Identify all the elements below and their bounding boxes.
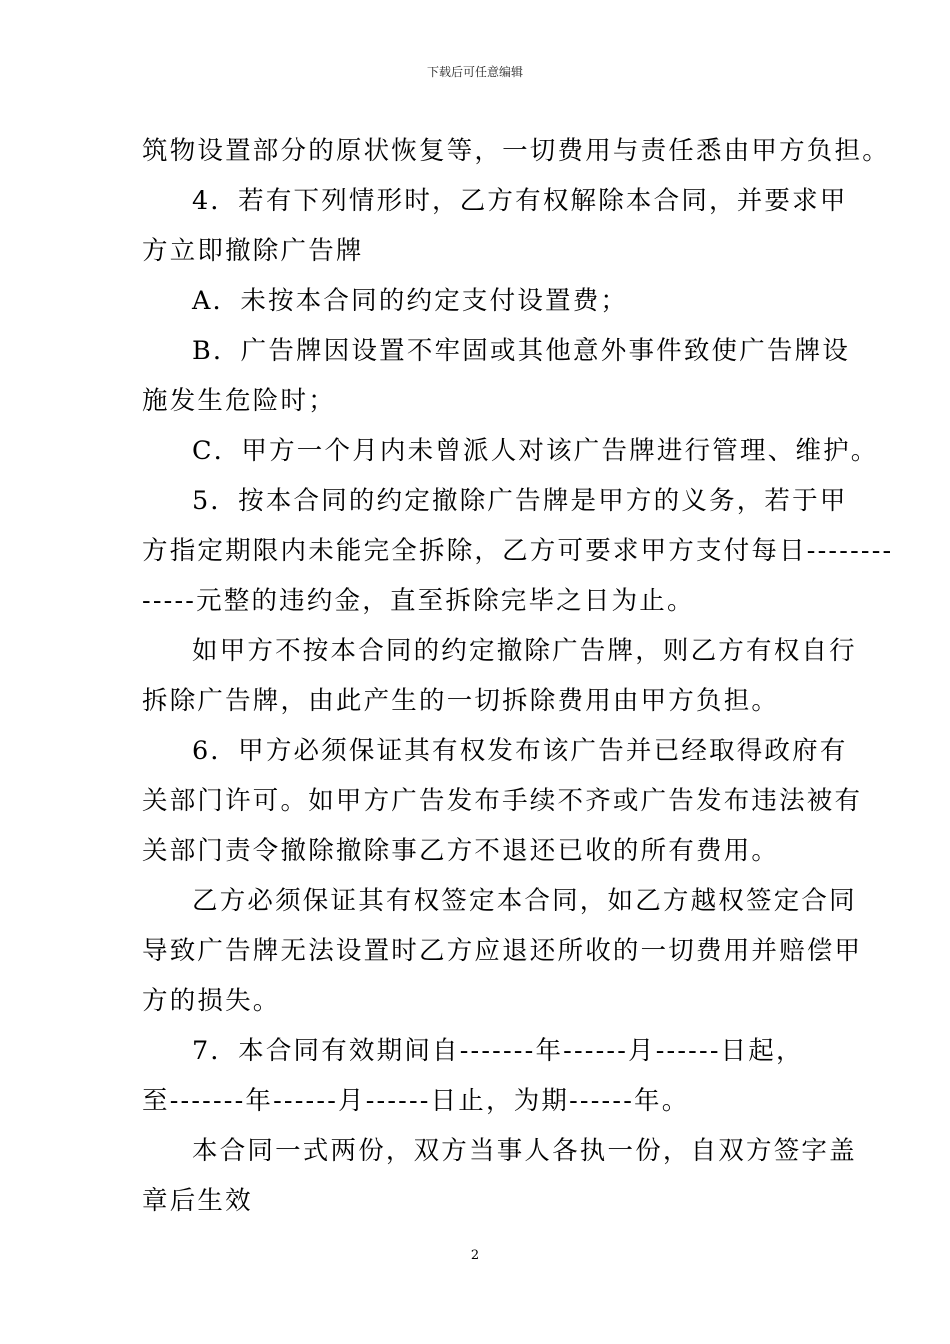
clause-7-line: 7．本合同有效期间自-------年------月------日起， [192, 1036, 804, 1066]
text-line: 施发生危险时； [142, 386, 336, 416]
page-number: 2 [470, 1248, 480, 1263]
document-body [142, 126, 894, 1226]
paragraph-start-line: 本合同一式两份，双方当事人各执一份，自双方签字盖 [192, 1136, 857, 1166]
text-line: 方的损失。 [142, 986, 281, 1016]
text-line: 筑物设置部分的原状恢复等，一切费用与责任悉由甲方负担。 [142, 136, 890, 166]
text-line: 至-------年------月------日止，为期------年。 [142, 1086, 690, 1116]
text-line: 章后生效 [142, 1186, 253, 1216]
clause-5-line: 5．按本合同的约定撤除广告牌是甲方的义务，若于甲 [192, 486, 848, 516]
text-line: 关部门许可。如甲方广告发布手续不齐或广告发布违法被有 [142, 786, 863, 816]
text-line: 导致广告牌无法设置时乙方应退还所收的一切费用并赔偿甲 [142, 936, 863, 966]
item-b-line: B．广告牌因设置不牢固或其他意外事件致使广告牌设 [192, 336, 851, 366]
clause-4-line: 4．若有下列情形时，乙方有权解除本合同，并要求甲 [192, 186, 848, 216]
item-a-line: A．未按本合同的约定支付设置费； [192, 286, 629, 316]
text-line: 拆除广告牌，由此产生的一切拆除费用由甲方负担。 [142, 686, 780, 716]
text-line: 方指定期限内未能完全拆除，乙方可要求甲方支付每日-------- [142, 536, 894, 566]
item-c-line: C．甲方一个月内未曾派人对该广告牌进行管理、维护。 [192, 436, 879, 466]
paragraph-start-line: 乙方必须保证其有权签定本合同，如乙方越权签定合同 [192, 886, 857, 916]
header-note: 下载后可任意编辑 [426, 65, 523, 79]
text-line: 关部门责令撤除撤除事乙方不退还已收的所有费用。 [142, 836, 780, 866]
clause-6-line: 6．甲方必须保证其有权发布该广告并已经取得政府有 [192, 736, 848, 766]
text-line: -----元整的违约金，直至拆除完毕之日为止。 [142, 586, 695, 616]
text-line: 方立即撤除广告牌 [142, 236, 364, 266]
paragraph-start-line: 如甲方不按本合同的约定撤除广告牌，则乙方有权自行 [192, 636, 857, 666]
